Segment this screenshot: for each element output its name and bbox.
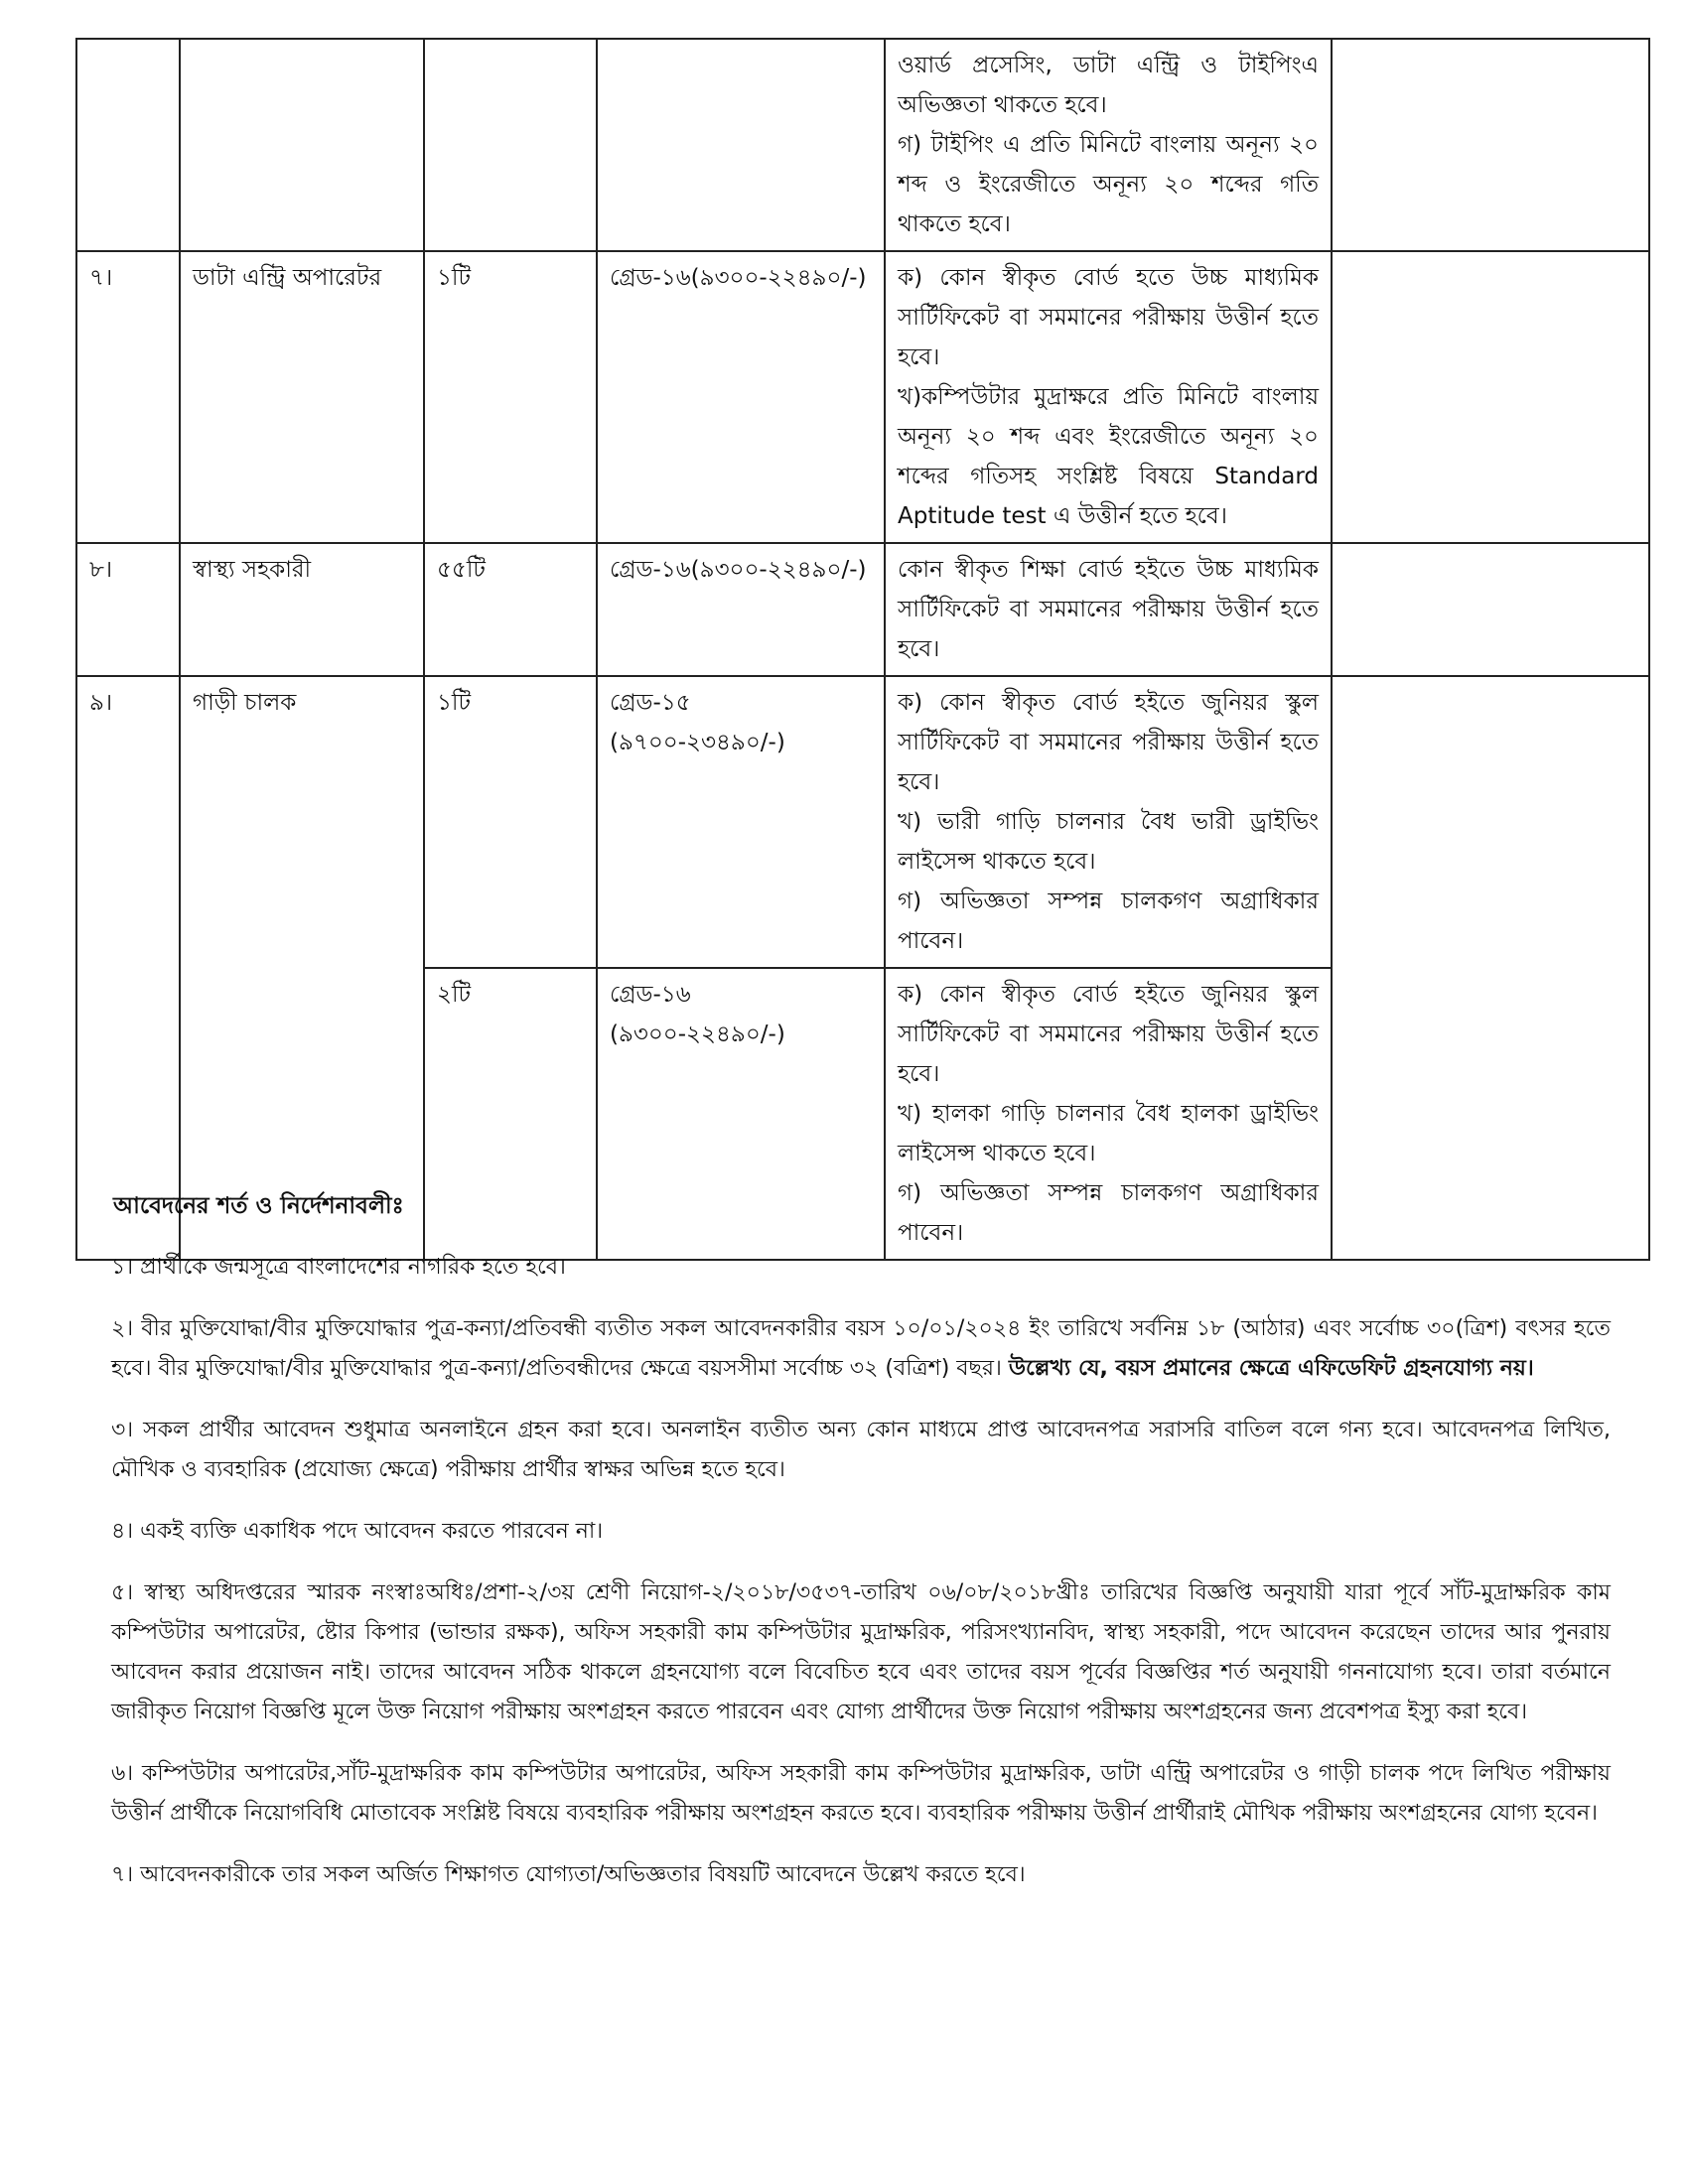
post-count-cell: ১টি <box>424 251 597 543</box>
qualification-cell <box>885 251 1332 543</box>
instruction-item <box>111 1309 1611 1389</box>
qualification-cell <box>885 39 1332 251</box>
qualification-line: গ) টাইপিং এ প্রতি মিনিটে বাংলায় অনূন্য ২০ শব্দ ও ইংরেজীতে অনূন্য ২০ শব্দের গতি থাকতে হবে। <box>898 132 1319 237</box>
qualification-line: ক) কোন স্বীকৃত বোর্ড হইতে জুনিয়র স্কুল সার্টিফিকেট বা সমমানের পরীক্ষায় উত্তীর্ন হতে হবে। <box>898 690 1319 795</box>
instructions-heading: আবেদনের শর্ত ও নির্দেশনাবলীঃ <box>113 1193 404 1219</box>
instruction-item: ৩। সকল প্রার্থীর আবেদন শুধুমাত্র অনলাইনে গ্রহন করা হবে। অনলাইন ব্যতীত অন্য কোন মাধ্যমে প্রাপ্ত আবেদনপত্র সরাসরি বাতিল বলে গন্য হবে। আবেদনপত্র লিখিত, মৌখিক ও ব্যবহারিক (প্রযোজ্য ক্ষেত্রে) পরীক্ষায় প্রার্থীর স্বাক্ষর অভিন্ন হতে হবে। <box>111 1418 1611 1482</box>
extra-cell <box>1332 39 1649 251</box>
instruction-emphasis: উল্লেখ্য যে, বয়স প্রমানের ক্ষেত্রে এফিডেফিট গ্রহনযোগ্য নয়। <box>1008 1356 1534 1381</box>
instruction-item: ৭। আবেদনকারীকে তার সকল অর্জিত শিক্ষাগত যোগ্যতা/অভিজ্ঞতার বিষয়টি আবেদনে উল্লেখ করতে হবে। <box>111 1862 1026 1887</box>
serial-cell: ৯। <box>76 676 180 1260</box>
post-name-cell: ডাটা এন্ট্রি অপারেটর <box>180 251 424 543</box>
qualification-line: গ) অভিজ্ঞতা সম্পন্ন চালকগণ অগ্রাধিকার পাবেন। <box>898 888 1319 954</box>
post-name-cell: গাড়ী চালক <box>180 676 424 1260</box>
qualification-line: ক) কোন স্বীকৃত বোর্ড হইতে জুনিয়র স্কুল সার্টিফিকেট বা সমমানের পরীক্ষায় উত্তীর্ন হতে হবে। <box>898 982 1319 1087</box>
serial-cell: ৭। <box>76 251 180 543</box>
post-name-cell: স্বাস্থ্য সহকারী <box>180 543 424 676</box>
instruction-item: ১। প্রার্থীকে জন্মসূত্রে বাংলাদেশের নাগরিক হতে হবে। <box>111 1255 566 1280</box>
grade-cell: গ্রেড-১৫ (৯৭০০-২৩৪৯০/-) <box>597 676 885 968</box>
table-row <box>76 543 1649 676</box>
grade-cell: গ্রেড-১৬(৯৩০০-২২৪৯০/-) <box>597 543 885 676</box>
qualification-line: খ) ভারী গাড়ি চালনার বৈধ ভারী ড্রাইভিং লাইসেন্স থাকতে হবে। <box>898 809 1319 875</box>
instruction-item: ৫। স্বাস্থ্য অধিদপ্তরের স্মারক নংস্বাঃঅধিঃ/প্রশা-২/৩য় শ্রেণী নিয়োগ-২/২০১৮/৩৫৩৭-তারিখ ০৬/০৮/২০১৮খ্রীঃ তারিখের বিজ্ঞপ্তি অনুযায়ী যারা পূর্বে সাঁট-মুদ্রাক্ষরিক কাম কম্পিউটার অপারেটর, ষ্টোর কিপার (ভান্ডার রক্ষক), অফিস সহকারী কাম কম্পিউটার মুদ্রাক্ষরিক, পরিসংখ্যানবিদ, স্বাস্থ্য সহকারী, পদে আবেদন করেছেন তাদের আর পুনরায় আবেদন করার প্রয়োজন নাই। তাদের আবেদন সঠিক থাকলে গ্রহনযোগ্য বলে বিবেচিত হবে এবং তাদের বয়স পূর্বের বিজ্ঞপ্তির শর্ত অনুযায়ী গননাযোগ্য হবে। তারা বর্তমানে জারীকৃত নিয়োগ বিজ্ঞপ্তি মূলে উক্ত নিয়োগ পরীক্ষায় অংশগ্রহন করতে পারবেন এবং যোগ্য প্রার্থীদের উক্ত নিয়োগ পরীক্ষায় অংশগ্রহনের জন্য প্রবেশপত্র ইস্যু করা হবে। <box>111 1580 1611 1724</box>
table-row <box>76 676 1649 968</box>
qualification-cell <box>885 543 1332 676</box>
extra-cell <box>1332 676 1649 1260</box>
grade-cell: গ্রেড-১৬ (৯৩০০-২২৪৯০/-) <box>597 968 885 1260</box>
table-row <box>76 251 1649 543</box>
instruction-item: ৪। একই ব্যক্তি একাধিক পদে আবেদন করতে পারবেন না। <box>111 1519 604 1544</box>
grade-cell: গ্রেড-১৬(৯৩০০-২২৪৯০/-) <box>597 251 885 543</box>
post-count-cell: ১টি <box>424 676 597 968</box>
qualification-line: খ) হালকা গাড়ি চালনার বৈধ হালকা ড্রাইভিং লাইসেন্স থাকতে হবে। <box>898 1101 1319 1166</box>
application-instructions <box>111 1187 1611 1917</box>
qualification-line: খ)কম্পিউটার মুদ্রাক্ষরে প্রতি মিনিটে বাংলায় অনূন্য ২০ শব্দ এবং ইংরেজীতে অনূন্য ২০ শব্দের গতিসহ সংশ্লিষ্ট বিষয়ে Standard Aptitude test এ উত্তীর্ন হতে হবে। <box>898 384 1319 529</box>
instruction-item: ৬। কম্পিউটার অপারেটর,সাঁট-মুদ্রাক্ষরিক কাম কম্পিউটার অপারেটর, অফিস সহকারী কাম কম্পিউটার মুদ্রাক্ষরিক, ডাটা এন্ট্রি অপারেটর ও গাড়ী চালক পদে লিখিত পরীক্ষায় উত্তীর্ন প্রার্থীকে নিয়োগবিধি মোতাবেক সংশ্লিষ্ট বিষয়ে ব্যবহারিক পরীক্ষায় অংশগ্রহন করতে হবে। ব্যবহারিক পরীক্ষায় উত্তীর্ন প্রার্থীরাই মৌখিক পরীক্ষায় অংশগ্রহনের যোগ্য হবেন। <box>111 1761 1611 1826</box>
post-count-cell: ২টি <box>424 968 597 1260</box>
posts-table <box>75 38 1650 1261</box>
table-row <box>76 39 1649 251</box>
post-count-cell: ৫৫টি <box>424 543 597 676</box>
extra-cell <box>1332 543 1649 676</box>
post-count-cell <box>424 39 597 251</box>
qualification-line: গ) অভিজ্ঞতা সম্পন্ন চালকগণ অগ্রাধিকার পাবেন। <box>898 1180 1319 1246</box>
qualification-line: ক) কোন স্বীকৃত বোর্ড হতে উচ্চ মাধ্যমিক সার্টিফিকেট বা সমমানের পরীক্ষায় উত্তীর্ন হতে হবে। <box>898 265 1319 370</box>
extra-cell <box>1332 251 1649 543</box>
instruction-text: ২। বীর মুক্তিযোদ্ধা/বীর মুক্তিযোদ্ধার পুত্র-কন্যা/প্রতিবন্ধী ব্যতীত সকল আবেদনকারীর বয়স ১০/০১/২০২৪ ইং তারিখে সর্বনিম্ন ১৮ (আঠার) এবং সর্বোচ্চ ৩০(ত্রিশ) বৎসর হতে হবে। বীর মুক্তিযোদ্ধা/বীর মুক্তিযোদ্ধার পুত্র-কন্যা/প্রতিবন্ধীদের ক্ষেত্রে বয়সসীমা সর্বোচ্চ ৩২ (বত্রিশ) বছর। <box>111 1316 1611 1381</box>
serial-cell <box>76 39 180 251</box>
serial-cell: ৮। <box>76 543 180 676</box>
qualification-line: কোন স্বীকৃত শিক্ষা বোর্ড হইতে উচ্চ মাধ্যমিক সার্টিফিকেট বা সমমানের পরীক্ষায় উত্তীর্ন হতে হবে। <box>898 557 1319 662</box>
qualification-line: ওয়ার্ড প্রসেসিং, ডাটা এন্ট্রি ও টাইপিংএ অভিজ্ঞতা থাকতে হবে। <box>898 53 1319 118</box>
qualification-cell <box>885 676 1332 968</box>
post-name-cell <box>180 39 424 251</box>
grade-cell <box>597 39 885 251</box>
